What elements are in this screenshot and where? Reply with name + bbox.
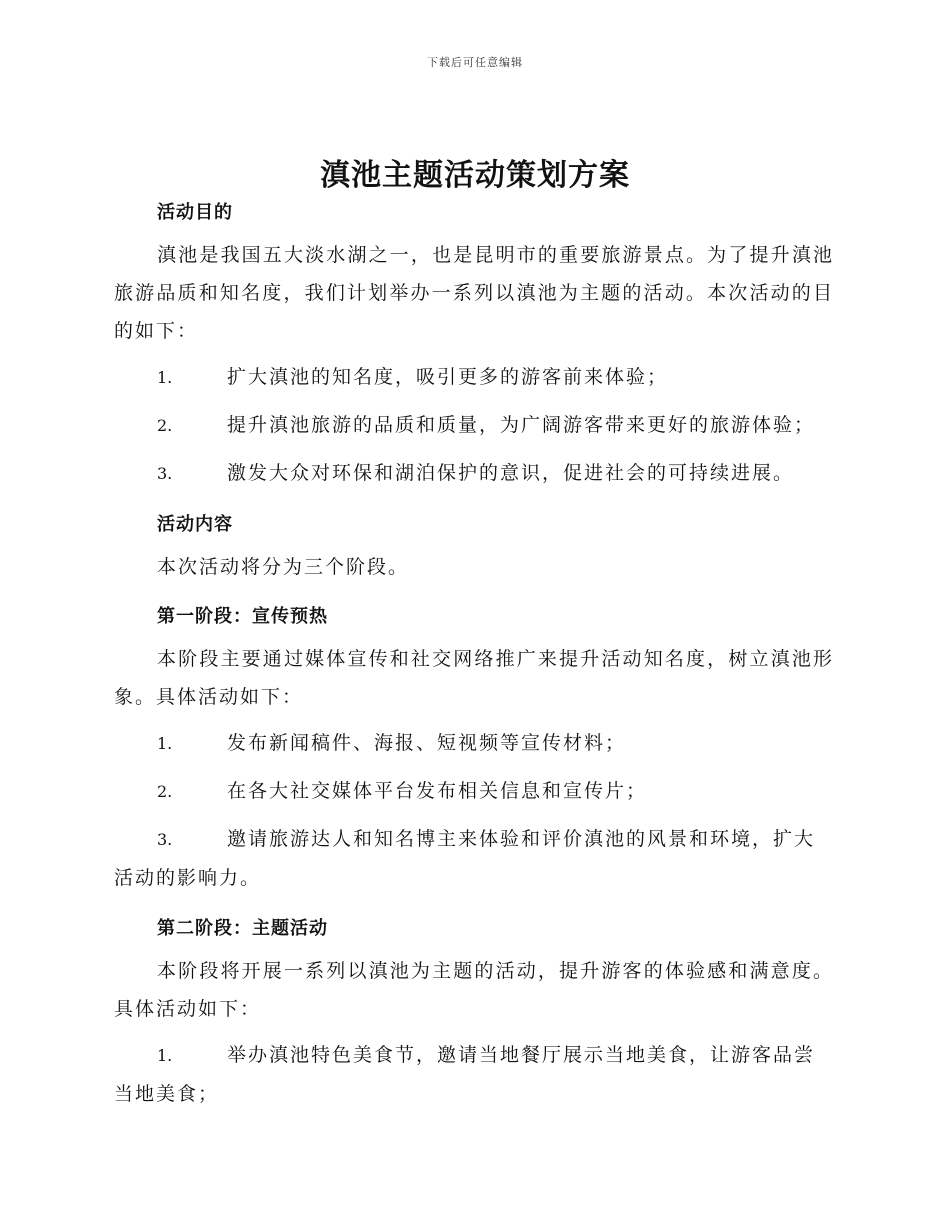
list-number: 3.	[157, 464, 173, 483]
list-number: 2.	[157, 782, 173, 801]
list-item	[114, 454, 834, 502]
list-text: 发布新闻稿件、海报、短视频等宣传材料；	[227, 732, 627, 754]
section-heading-content: 活动内容	[157, 514, 233, 535]
paragraph-stage2: 本阶段将开展一系列以滇池为主题的活动，提升游客的体验感和满意度。具体活动如下：	[114, 960, 834, 1020]
list-text: 提升滇池旅游的品质和质量，为广阔游客带来更好的旅游体验；	[227, 414, 816, 436]
document-body	[114, 190, 834, 1122]
document-title: 滇池主题活动策划方案	[320, 158, 630, 193]
paragraph-content: 本次活动将分为三个阶段。	[157, 556, 410, 578]
list-text: 举办滇池特色美食节，邀请当地餐厅展示当地美食，让游客品尝当地美食；	[114, 1044, 816, 1105]
list-item	[114, 406, 834, 454]
page-header: 下载后可任意编辑	[427, 56, 523, 69]
list-number: 1.	[157, 1046, 173, 1065]
list-item	[114, 820, 834, 906]
list-item	[114, 1036, 834, 1122]
list-item	[114, 358, 834, 406]
section-heading-purpose: 活动目的	[157, 202, 233, 223]
list-text: 邀请旅游达人和知名博主来体验和评价滇池的风景和环境，扩大活动的影响力。	[114, 828, 816, 889]
section-heading-stage1: 第一阶段：宣传预热	[157, 606, 328, 627]
list-number: 3.	[157, 830, 173, 849]
list-number: 1.	[157, 368, 173, 387]
paragraph-purpose: 滇池是我国五大淡水湖之一，也是昆明市的重要旅游景点。为了提升滇池旅游品质和知名度，我们计划举办一系列以滇池为主题的活动。本次活动的目的如下：	[114, 244, 834, 342]
list-number: 2.	[157, 416, 173, 435]
list-item	[114, 772, 834, 820]
section-heading-stage2: 第二阶段：主题活动	[157, 918, 328, 939]
list-text: 激发大众对环保和湖泊保护的意识，促进社会的可持续进展。	[227, 462, 795, 484]
list-text: 在各大社交媒体平台发布相关信息和宣传片；	[227, 780, 648, 802]
list-number: 1.	[157, 734, 173, 753]
list-text: 扩大滇池的知名度，吸引更多的游客前来体验；	[227, 366, 669, 388]
list-item	[114, 724, 834, 772]
paragraph-stage1: 本阶段主要通过媒体宣传和社交网络推广来提升活动知名度，树立滇池形象。具体活动如下：	[114, 648, 834, 708]
